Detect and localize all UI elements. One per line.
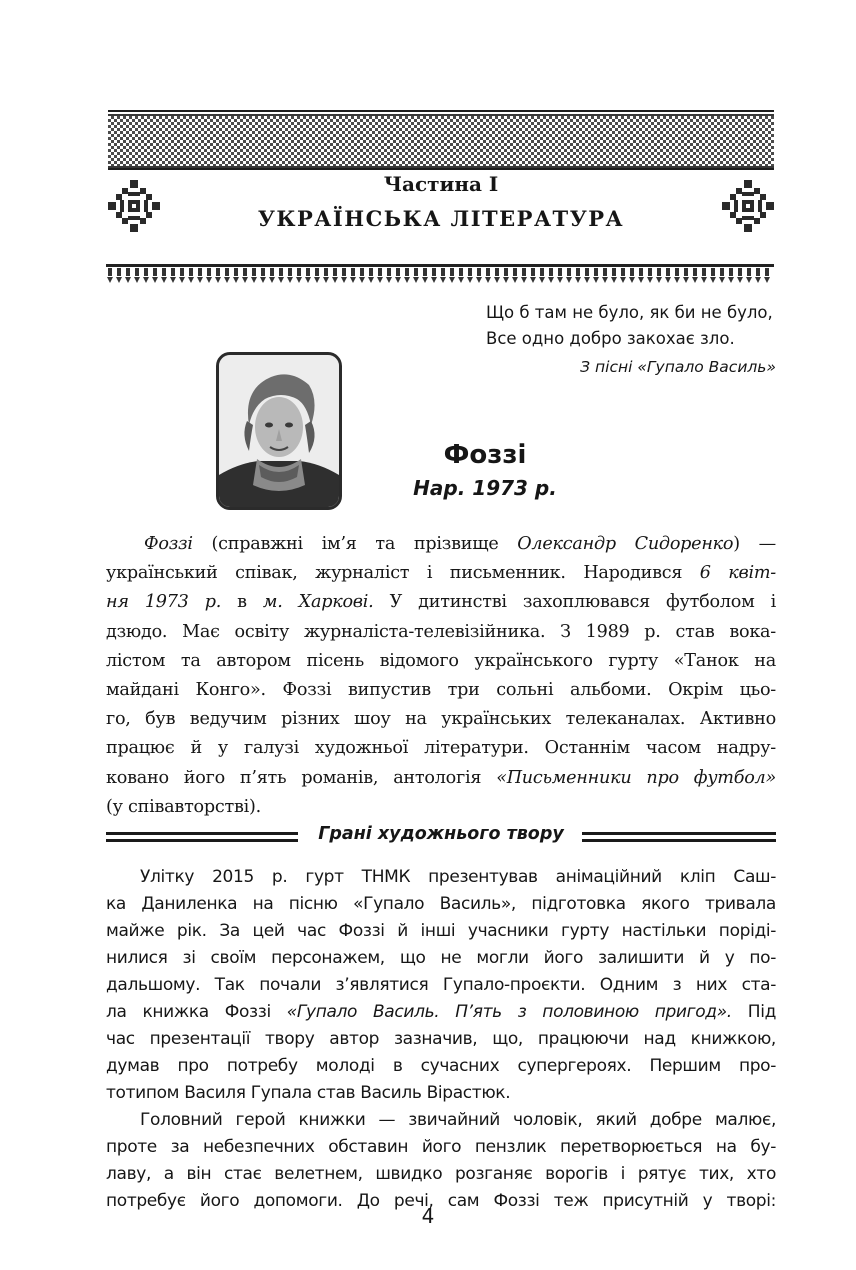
heading-rule-left bbox=[106, 839, 298, 842]
text-line: майже рік. За цей час Фоззі й інші учасники гурту настільки поріді- bbox=[106, 921, 776, 941]
bio-birth-date: 6 квіт- bbox=[699, 563, 776, 584]
fringe-stitch bbox=[675, 268, 679, 276]
fringe-stitch bbox=[540, 268, 544, 276]
fringe-tassel bbox=[719, 277, 725, 283]
fringe-stitch bbox=[324, 268, 328, 276]
fringe-stitch bbox=[468, 268, 472, 276]
fringe-tassel bbox=[269, 277, 275, 283]
fringe-stitch bbox=[513, 268, 517, 276]
fringe-stitch bbox=[630, 268, 634, 276]
fringe-tassel bbox=[449, 277, 455, 283]
fringe-tassel bbox=[287, 277, 293, 283]
fringe-tassel bbox=[143, 277, 149, 283]
text-line: Улітку 2015 р. гурт ТНМК презентував анімаційний кліп Саш- bbox=[140, 867, 776, 887]
fringe-stitch bbox=[279, 268, 283, 276]
fringe-stitch bbox=[252, 268, 256, 276]
bio-text: У дитинстві захоплювався футболом і bbox=[373, 592, 776, 613]
fringe-stitch bbox=[522, 268, 526, 276]
fringe-tassel bbox=[737, 277, 743, 283]
fringe-stitch bbox=[567, 268, 571, 276]
fringe-stitch bbox=[477, 268, 481, 276]
fringe-tassel bbox=[215, 277, 221, 283]
fringe-tassel bbox=[629, 277, 635, 283]
fringe-tassel bbox=[602, 277, 608, 283]
fringe-tassel bbox=[125, 277, 131, 283]
fringe-stitch bbox=[351, 268, 355, 276]
heading-rule-right bbox=[582, 832, 776, 835]
fringe-stitch bbox=[432, 268, 436, 276]
text-line: потребує його допомоги. До речі, сам Фоззі теж присутній у творі: bbox=[106, 1191, 776, 1211]
fringe-tassel bbox=[530, 277, 536, 283]
author-portrait-image bbox=[219, 355, 339, 507]
bio-line: майдані Конго». Фоззі випустив три сольні альбоми. Окрім цьо- bbox=[106, 680, 776, 701]
fringe-tassel bbox=[188, 277, 194, 283]
fringe-stitch bbox=[549, 268, 553, 276]
main-text bbox=[106, 864, 776, 1215]
fringe-tassel bbox=[350, 277, 356, 283]
fringe-stitch bbox=[585, 268, 589, 276]
fringe-tassel bbox=[548, 277, 554, 283]
author-portrait bbox=[216, 352, 342, 510]
section-title: УКРАЇНСЬКА ЛІТЕРАТУРА bbox=[257, 206, 625, 231]
text-line: нилися зі своїм персонажем, що не могли його залишити й у по- bbox=[106, 948, 776, 968]
bio-line: го, був ведучим різних шоу на українських телеканалах. Активно bbox=[106, 709, 776, 730]
bio-line bbox=[106, 764, 776, 793]
bio-text: (справжні ім’я та прізвище bbox=[192, 534, 518, 554]
author-name: Фоззі bbox=[443, 440, 527, 470]
text-line: час презентації твору автор зазначив, що, працюючи над книжкою, bbox=[106, 1029, 776, 1049]
fringe-stitch bbox=[207, 268, 211, 276]
fringe-stitch bbox=[666, 268, 670, 276]
bio-real-name: Олександр Сидоренко bbox=[517, 534, 734, 554]
fringe-stitch bbox=[423, 268, 427, 276]
fringe-stitch bbox=[153, 268, 157, 276]
fringe-stitch bbox=[144, 268, 148, 276]
fringe-stitch bbox=[693, 268, 697, 276]
fringe-stitch bbox=[657, 268, 661, 276]
fringe-tassel bbox=[575, 277, 581, 283]
fringe-stitch bbox=[495, 268, 499, 276]
fringe-tassel bbox=[566, 277, 572, 283]
bio-line bbox=[106, 559, 776, 588]
heading-rule-right bbox=[582, 839, 776, 842]
fringe-tassel bbox=[152, 277, 158, 283]
fringe-tassel bbox=[233, 277, 239, 283]
fringe-stitch bbox=[387, 268, 391, 276]
fringe-stitch bbox=[315, 268, 319, 276]
fringe-stitch bbox=[729, 268, 733, 276]
fringe-stitch bbox=[684, 268, 688, 276]
facets-heading bbox=[106, 824, 776, 852]
fringe-stitch bbox=[612, 268, 616, 276]
fringe-tassel bbox=[251, 277, 257, 283]
text-line: лаву, а він стає велетнем, швидко розганяє ворогів і рятує тих, хто bbox=[106, 1164, 776, 1184]
fringe-tassel bbox=[476, 277, 482, 283]
bio-text: ) — bbox=[733, 534, 776, 554]
fringe-stitch bbox=[234, 268, 238, 276]
fringe-stitch bbox=[189, 268, 193, 276]
fringe-tassel bbox=[305, 277, 311, 283]
fringe-stitch bbox=[270, 268, 274, 276]
fringe-tassel bbox=[620, 277, 626, 283]
fringe-tassel bbox=[728, 277, 734, 283]
bio-text: ковано його п’ять романів, антологія bbox=[106, 767, 497, 788]
text-run: ла книжка Фоззі bbox=[106, 1002, 287, 1022]
fringe-tassel bbox=[341, 277, 347, 283]
fringe-tassel bbox=[377, 277, 383, 283]
heading-rule-left bbox=[106, 832, 298, 835]
fringe-stitch bbox=[594, 268, 598, 276]
bio-birth-date: ня 1973 р. bbox=[106, 592, 222, 613]
fringe-stitch bbox=[225, 268, 229, 276]
bio-name-italic: Фоззі bbox=[144, 534, 193, 554]
fringe-tassel bbox=[332, 277, 338, 283]
fringe-tassel bbox=[386, 277, 392, 283]
fringe-stitch bbox=[621, 268, 625, 276]
fringe-tassel bbox=[521, 277, 527, 283]
embroidery-ornament-band bbox=[108, 114, 774, 168]
fringe-stitch bbox=[333, 268, 337, 276]
fringe-tassel bbox=[755, 277, 761, 283]
fringe-stitch bbox=[171, 268, 175, 276]
fringe-stitch bbox=[756, 268, 760, 276]
fringe-tassel bbox=[134, 277, 140, 283]
fringe-stitch bbox=[198, 268, 202, 276]
fringe-tassel bbox=[197, 277, 203, 283]
fringe-tassel bbox=[206, 277, 212, 283]
fringe-tassel bbox=[440, 277, 446, 283]
fringe-stitch bbox=[414, 268, 418, 276]
bio-line: дзюдо. Має освіту журналіста-телевізійника. З 1989 р. став вока- bbox=[106, 621, 776, 642]
fringe-stitch bbox=[639, 268, 643, 276]
bio-anthology-title: «Письменники про футбол» bbox=[496, 767, 776, 788]
fringe-stitch bbox=[450, 268, 454, 276]
fringe-stitch bbox=[360, 268, 364, 276]
fringe-stitch bbox=[486, 268, 490, 276]
fringe-tassel bbox=[557, 277, 563, 283]
fringe-tassel bbox=[296, 277, 302, 283]
bio-text: український співак, журналіст і письменник. Народився bbox=[106, 563, 700, 584]
fringe-tassel bbox=[647, 277, 653, 283]
bio-line: (у співавторстві). bbox=[106, 796, 261, 817]
fringe-stitch bbox=[162, 268, 166, 276]
fringe-tassel bbox=[701, 277, 707, 283]
embroidery-rosette-right bbox=[720, 178, 776, 234]
fringe-tassel bbox=[107, 277, 113, 283]
fringe-tassel bbox=[431, 277, 437, 283]
fringe-stitch bbox=[180, 268, 184, 276]
bio-line bbox=[106, 530, 776, 559]
fringe-tassel bbox=[683, 277, 689, 283]
fringe-tassel bbox=[368, 277, 374, 283]
fringe-tassel bbox=[674, 277, 680, 283]
bio-line: лістом та автором пісень відомого українського гурту «Танок на bbox=[106, 650, 776, 671]
book-title: «Гупало Василь. П’ять з половиною пригод». bbox=[286, 1002, 732, 1022]
fringe-tassel bbox=[512, 277, 518, 283]
author-biography bbox=[106, 530, 776, 822]
fringe-stitch bbox=[531, 268, 535, 276]
fringe-stitch bbox=[117, 268, 121, 276]
fringe-stitch bbox=[459, 268, 463, 276]
fringe-stitch bbox=[441, 268, 445, 276]
bio-birth-place: м. Харкові. bbox=[262, 592, 374, 613]
fringe-stitch bbox=[576, 268, 580, 276]
fringe-tassel bbox=[278, 277, 284, 283]
fringe-tassel bbox=[611, 277, 617, 283]
fringe-tassel bbox=[422, 277, 428, 283]
epigraph-line: Що б там не було, як би не було, bbox=[486, 303, 773, 322]
fringe-tassel bbox=[161, 277, 167, 283]
text-line: тотипом Василя Гупала став Василь Вірастюк. bbox=[106, 1083, 511, 1103]
fringe-tassel bbox=[467, 277, 473, 283]
ornament-rule-top bbox=[108, 110, 774, 112]
fringe-stitch bbox=[378, 268, 382, 276]
text-line bbox=[106, 999, 776, 1026]
fringe-stitch bbox=[405, 268, 409, 276]
fringe-tassel bbox=[710, 277, 716, 283]
text-line: думав про потребу молоді в сучасних супергероях. Першим про- bbox=[106, 1056, 776, 1076]
fringe-tassel bbox=[116, 277, 122, 283]
fringe-stitch bbox=[603, 268, 607, 276]
fringe-stitch bbox=[369, 268, 373, 276]
fringe-stitch bbox=[126, 268, 130, 276]
author-birth-year: Нар. 1973 р. bbox=[413, 476, 557, 500]
fringe-tassel bbox=[746, 277, 752, 283]
fringe-tassel bbox=[413, 277, 419, 283]
fringe-tassel bbox=[179, 277, 185, 283]
epigraph-line: Все одно добро закохає зло. bbox=[486, 329, 735, 348]
fringe-tassel bbox=[665, 277, 671, 283]
fringe-stitch bbox=[396, 268, 400, 276]
fringe-tassel bbox=[593, 277, 599, 283]
fringe-tassel bbox=[359, 277, 365, 283]
fringe-stitch bbox=[738, 268, 742, 276]
fringe-stitch bbox=[108, 268, 112, 276]
fringe-tassel bbox=[323, 277, 329, 283]
fringe-tassel bbox=[395, 277, 401, 283]
text-line: Головний герой книжки — звичайний чоловік, який добре малює, bbox=[140, 1110, 776, 1130]
fringe-tassel bbox=[494, 277, 500, 283]
fringe-stitch bbox=[243, 268, 247, 276]
fringe-tassel bbox=[764, 277, 770, 283]
bio-line: працює й у галузі художньої літератури. Останнім часом надру- bbox=[106, 738, 776, 759]
fringe-tassel bbox=[404, 277, 410, 283]
fringe-tassel bbox=[503, 277, 509, 283]
part-label: Частина I bbox=[383, 172, 499, 196]
fringe-tassel bbox=[224, 277, 230, 283]
epigraph bbox=[430, 300, 776, 380]
embroidery-fringe-border bbox=[106, 262, 774, 286]
fringe-stitch bbox=[261, 268, 265, 276]
epigraph-source: З пісні «Гупало Василь» bbox=[580, 358, 776, 376]
fringe-tassel bbox=[692, 277, 698, 283]
fringe-stitch bbox=[306, 268, 310, 276]
fringe-stitch bbox=[711, 268, 715, 276]
fringe-stitch bbox=[558, 268, 562, 276]
fringe-stitch bbox=[720, 268, 724, 276]
text-line: дальшому. Так почали з’являтися Гупало-проєкти. Одним з них ста- bbox=[106, 975, 776, 995]
fringe-tassel bbox=[539, 277, 545, 283]
fringe-stitch bbox=[702, 268, 706, 276]
ornament-rule-bottom bbox=[108, 168, 774, 170]
facets-heading-label: Грані художнього твору bbox=[318, 824, 564, 844]
fringe-tassel bbox=[170, 277, 176, 283]
fringe-stitch bbox=[504, 268, 508, 276]
fringe-tassel bbox=[638, 277, 644, 283]
fringe-stitch bbox=[297, 268, 301, 276]
bio-text: в bbox=[221, 592, 263, 613]
fringe-tassel bbox=[458, 277, 464, 283]
bio-line bbox=[106, 588, 776, 617]
fringe-stitch bbox=[765, 268, 769, 276]
fringe-tassel bbox=[584, 277, 590, 283]
fringe-stitch bbox=[648, 268, 652, 276]
fringe-tassel bbox=[260, 277, 266, 283]
fringe-stitch bbox=[216, 268, 220, 276]
fringe-tassel bbox=[485, 277, 491, 283]
fringe-tassel bbox=[242, 277, 248, 283]
text-run: Під bbox=[731, 1002, 776, 1022]
fringe-stitch bbox=[747, 268, 751, 276]
fringe-tassel bbox=[656, 277, 662, 283]
text-line: ка Даниленка на пісню «Гупало Василь», підготовка якого тривала bbox=[106, 894, 776, 914]
fringe-tassel bbox=[314, 277, 320, 283]
fringe-stitch bbox=[135, 268, 139, 276]
fringe-stitch bbox=[342, 268, 346, 276]
fringe-stitch bbox=[288, 268, 292, 276]
text-line: проте за небезпечних обставин його пензлик перетворюється на бу- bbox=[106, 1137, 776, 1157]
page-number: 4 bbox=[421, 1204, 435, 1228]
embroidery-rosette-left bbox=[106, 178, 162, 234]
